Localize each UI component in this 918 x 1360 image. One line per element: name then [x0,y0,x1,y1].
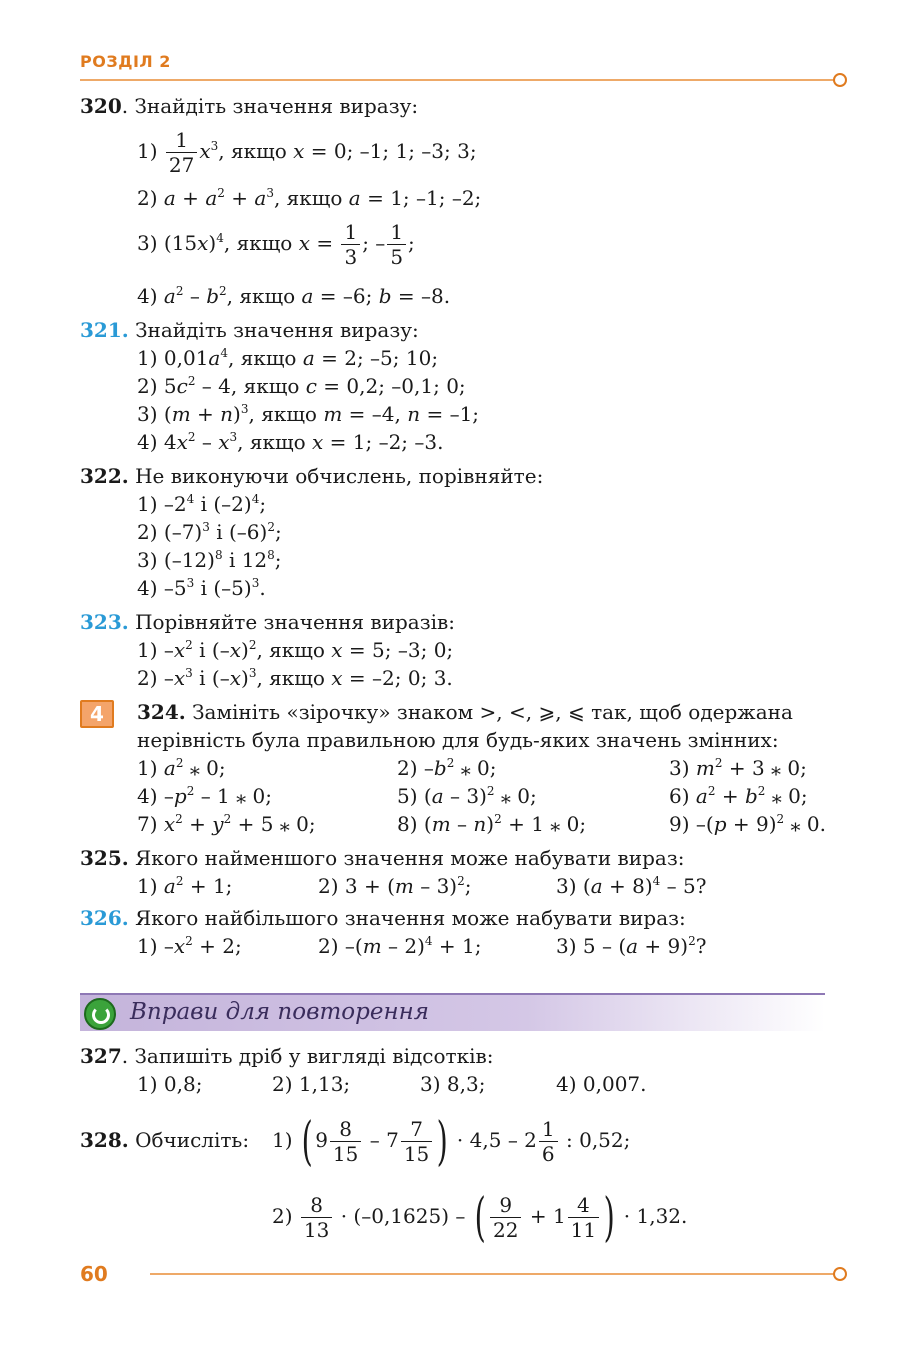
fraction: $\frac{4}{11}$ [568,1193,599,1242]
exercise-327-item-3: 3) 8,3; [420,1072,486,1096]
banner-title: Вправи для повторення [130,999,429,1025]
exercise-323-title: 323. Порівняйте значення виразів: [80,610,456,634]
exercise-326-item-1: 1) $-x^2 + 2$; [137,934,242,958]
exercise-326-item-2: 2) –(m – 2)$^4$ + 1; [318,934,482,958]
exercise-320-item-3: 3) $(15x)^4$, якщо x = $\frac{1}{3}$ ; – $\frac{1}{5}$ ; [137,220,415,269]
exercise-328-item-1: 1) ( 9 $\frac{8}{15}$ – 7 $\frac{7}{15}$ ) · 4,5 – 2 $\frac{1}{6}$ : 0,52; [272,1111,631,1172]
exercise-326-item-3: 3) $5 - (a + 9)^2$? [556,934,707,958]
exercise-324-item-3: 3) $m^2 + 3$ ⁎ 0; [669,756,807,780]
exercise-325-item-3: 3) $(a + 8)^4 - 5$? [556,874,707,898]
exercise-327-item-2: 2) 1,13; [272,1072,351,1096]
exercise-324-title: 324. Замініть «зірочку» знаком >, <, ⩾, ⩽ так, щоб одержана [137,700,793,724]
exercise-324-item-8: 8) (m – n)$^2$ + 1 ⁎ 0; [397,812,587,836]
fraction: $\frac{7}{15}$ [401,1117,432,1166]
review-exercises-banner [80,993,825,1031]
exercise-321-item-3: 3) $(m + n)^3$, якщо m = –4, n = –1; [137,402,480,426]
exercise-325-title: 325. Якого найменшого значення може набувати вираз: [80,846,685,870]
exercise-322-item-4: 4) $-5^3$ і $(-5)^3$. [137,576,266,600]
fraction: $\frac{1}{5}$ [387,220,406,269]
exercise-324-item-1: 1) $a^2$ ⁎ 0; [137,756,226,780]
fraction: $\frac{1}{3}$ [341,220,360,269]
exercise-326-title: 326. Якого найбільшого значення може набувати вираз: [80,906,686,930]
exercise-322-item-3: 3) $(-12)^8$ і $12^8$; [137,548,282,572]
exercise-320-item-2: 2) $a + a^2 + a^3$, якщо a = 1; –1; –2; [137,186,482,210]
exercise-327-item-1: 1) 0,8; [137,1072,203,1096]
exercise-324-item-2: 2) $-b^2$ ⁎ 0; [397,756,497,780]
exercise-324-item-9: 9) $-(p + 9)^2$ ⁎ 0. [669,812,826,836]
exercise-327-item-4: 4) 0,007. [556,1072,647,1096]
exercise-327-title: 327. Запишіть дріб у вигляді відсотків: [80,1044,494,1068]
difficulty-level-icon: 4 [80,700,114,728]
repeat-cycle-icon [84,998,116,1030]
exercise-325-item-1: 1) $a^2 + 1$; [137,874,233,898]
exercise-324-item-7: 7) $x^2 + y^2 + 5$ ⁎ 0; [137,812,316,836]
exercise-321-title: 321. Знайдіть значення виразу: [80,318,419,342]
exercise-321-item-1: 1) $0,01a^4$, якщо a = 2; –5; 10; [137,346,439,370]
fraction: $\frac{1}{27}$ [166,128,197,177]
fraction: $\frac{9}{22}$ [490,1193,521,1242]
header-rule-end [833,73,847,87]
fraction: $\frac{1}{6}$ [539,1117,558,1166]
exercise-323-item-2: 2) $-x^3$ і $(-x)^3$, якщо x = –2; 0; 3. [137,666,453,690]
fraction: $\frac{8}{15}$ [330,1117,361,1166]
page-number: 60 [80,1262,108,1286]
exercise-322-title: 322. Не виконуючи обчислень, порівняйте: [80,464,544,488]
footer-rule-end [833,1267,847,1281]
exercise-320-item-1: 1) $\frac{1}{27}$ $x^3$, якщо x = 0; –1; 1; –3; 3; [137,128,477,177]
exercise-321-item-2: 2) $5c^2 - 4$, якщо c = 0,2; –0,1; 0; [137,374,466,398]
section-header: РОЗДІЛ 2 [80,52,171,71]
exercise-324-item-6: 6) $a^2 + b^2$ ⁎ 0; [669,784,808,808]
footer-rule [150,1273,835,1275]
exercise-323-item-1: 1) $-x^2$ і $(-x)^2$, якщо x = 5; –3; 0; [137,638,454,662]
exercise-324-title-cont: нерівність була правильною для будь-яких значень змінних: [137,728,779,752]
exercise-328-item-2: 2) $\frac{8}{13}$ · (–0,1625) – ( $\frac{9}{22}$ + 1 $\frac{4}{11}$ ) · 1,32. [272,1187,688,1248]
exercise-320-title: 320. Знайдіть значення виразу: [80,94,419,118]
exercise-322-item-1: 1) $-2^4$ і $(-2)^4$; [137,492,267,516]
exercise-322-item-2: 2) $(-7)^3$ і $(-6)^2$; [137,520,282,544]
exercise-320-item-4: 4) $a^2 - b^2$, якщо a = –6; b = –8. [137,284,451,308]
fraction: $\frac{8}{13}$ [301,1193,332,1242]
exercise-324-item-5: 5) (a – 3)$^2$ ⁎ 0; [397,784,537,808]
exercise-328-title: 328. Обчисліть: [80,1128,250,1152]
exercise-321-item-4: 4) $4x^2 - x^3$, якщо x = 1; –2; –3. [137,430,444,454]
exercise-325-item-2: 2) 3 + (m – 3)$^2$; [318,874,472,898]
header-rule [80,79,835,81]
exercise-324-item-4: 4) $-p^2 - 1$ ⁎ 0; [137,784,272,808]
